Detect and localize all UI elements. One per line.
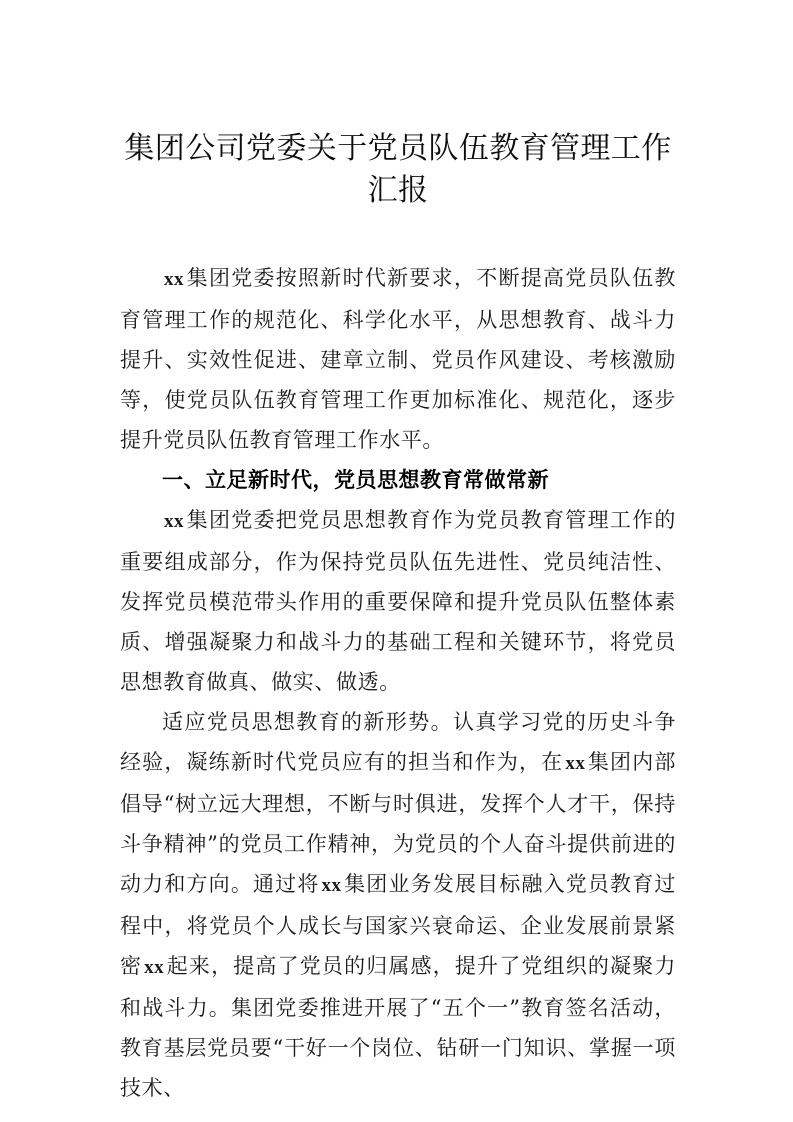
inline-latin-run: xx bbox=[321, 875, 342, 896]
inline-cjk-run: 集团业务发展目标融入党员教育过程中，将党员个人成长与国家兴衰命运、企业发展前景紧密 bbox=[120, 872, 676, 978]
paragraph-intro bbox=[120, 258, 676, 460]
document-body bbox=[120, 0, 676, 1108]
inline-latin-run: xx bbox=[164, 511, 184, 532]
inline-latin-run: xx bbox=[164, 269, 184, 290]
inline-cjk-run: 集团党委按照新时代新要求，不断提高党员队伍教育管理工作的规范化、科学化水平，从思想教育、战斗力提升、实效性促进、建章立制、党员作风建设、考核激励等，使党员队伍教育管理工作更加标准化、规范化，逐步提升党员队伍教育管理工作水平。 bbox=[120, 266, 676, 452]
inline-cjk-run: 适应党员思想教育的新形势。认真学习党的历史斗争经验，凝练新时代党员应有的担当和作为，在 bbox=[120, 710, 676, 774]
inline-cjk-run: 集团党委把党员思想教育作为党员教育管理工作的重要组成部分，作为保持党员队伍先进性、党员纯洁性、发挥党员模范带头作用的重要保障和提升党员队伍整体素质、增强凝聚力和战斗力的基础工程和关键环节，将党员思想教育做真、做实、做透。 bbox=[120, 508, 676, 694]
paragraph-section-1-a bbox=[120, 500, 676, 702]
inline-latin-run: xx bbox=[565, 753, 586, 774]
paragraph-section-1-b bbox=[120, 702, 676, 1108]
inline-cjk-run: 起来，提高了党员的归属感，提升了党组织的凝聚力和战斗力。集团党委推进开展了“五个一”教育签名活动，教育基层党员要“干好一个岗位、钻研一门知识、掌握一项技术、 bbox=[120, 954, 676, 1100]
section-heading-1: 一、立足新时代，党员思想教育常做常新 bbox=[162, 468, 549, 492]
title-spacer bbox=[120, 212, 676, 258]
inline-cjk-run: 集团内部倡导“树立远大理想，不断与时俱进，发挥个人才干，保持斗争精神”的党员工作精神，为党员的个人奋斗提供前进的动力和方向。通过将 bbox=[120, 750, 676, 896]
inline-latin-run: xx bbox=[144, 957, 165, 978]
page-title: 集团公司党委关于党员队伍教育管理工作汇报 bbox=[124, 131, 672, 208]
